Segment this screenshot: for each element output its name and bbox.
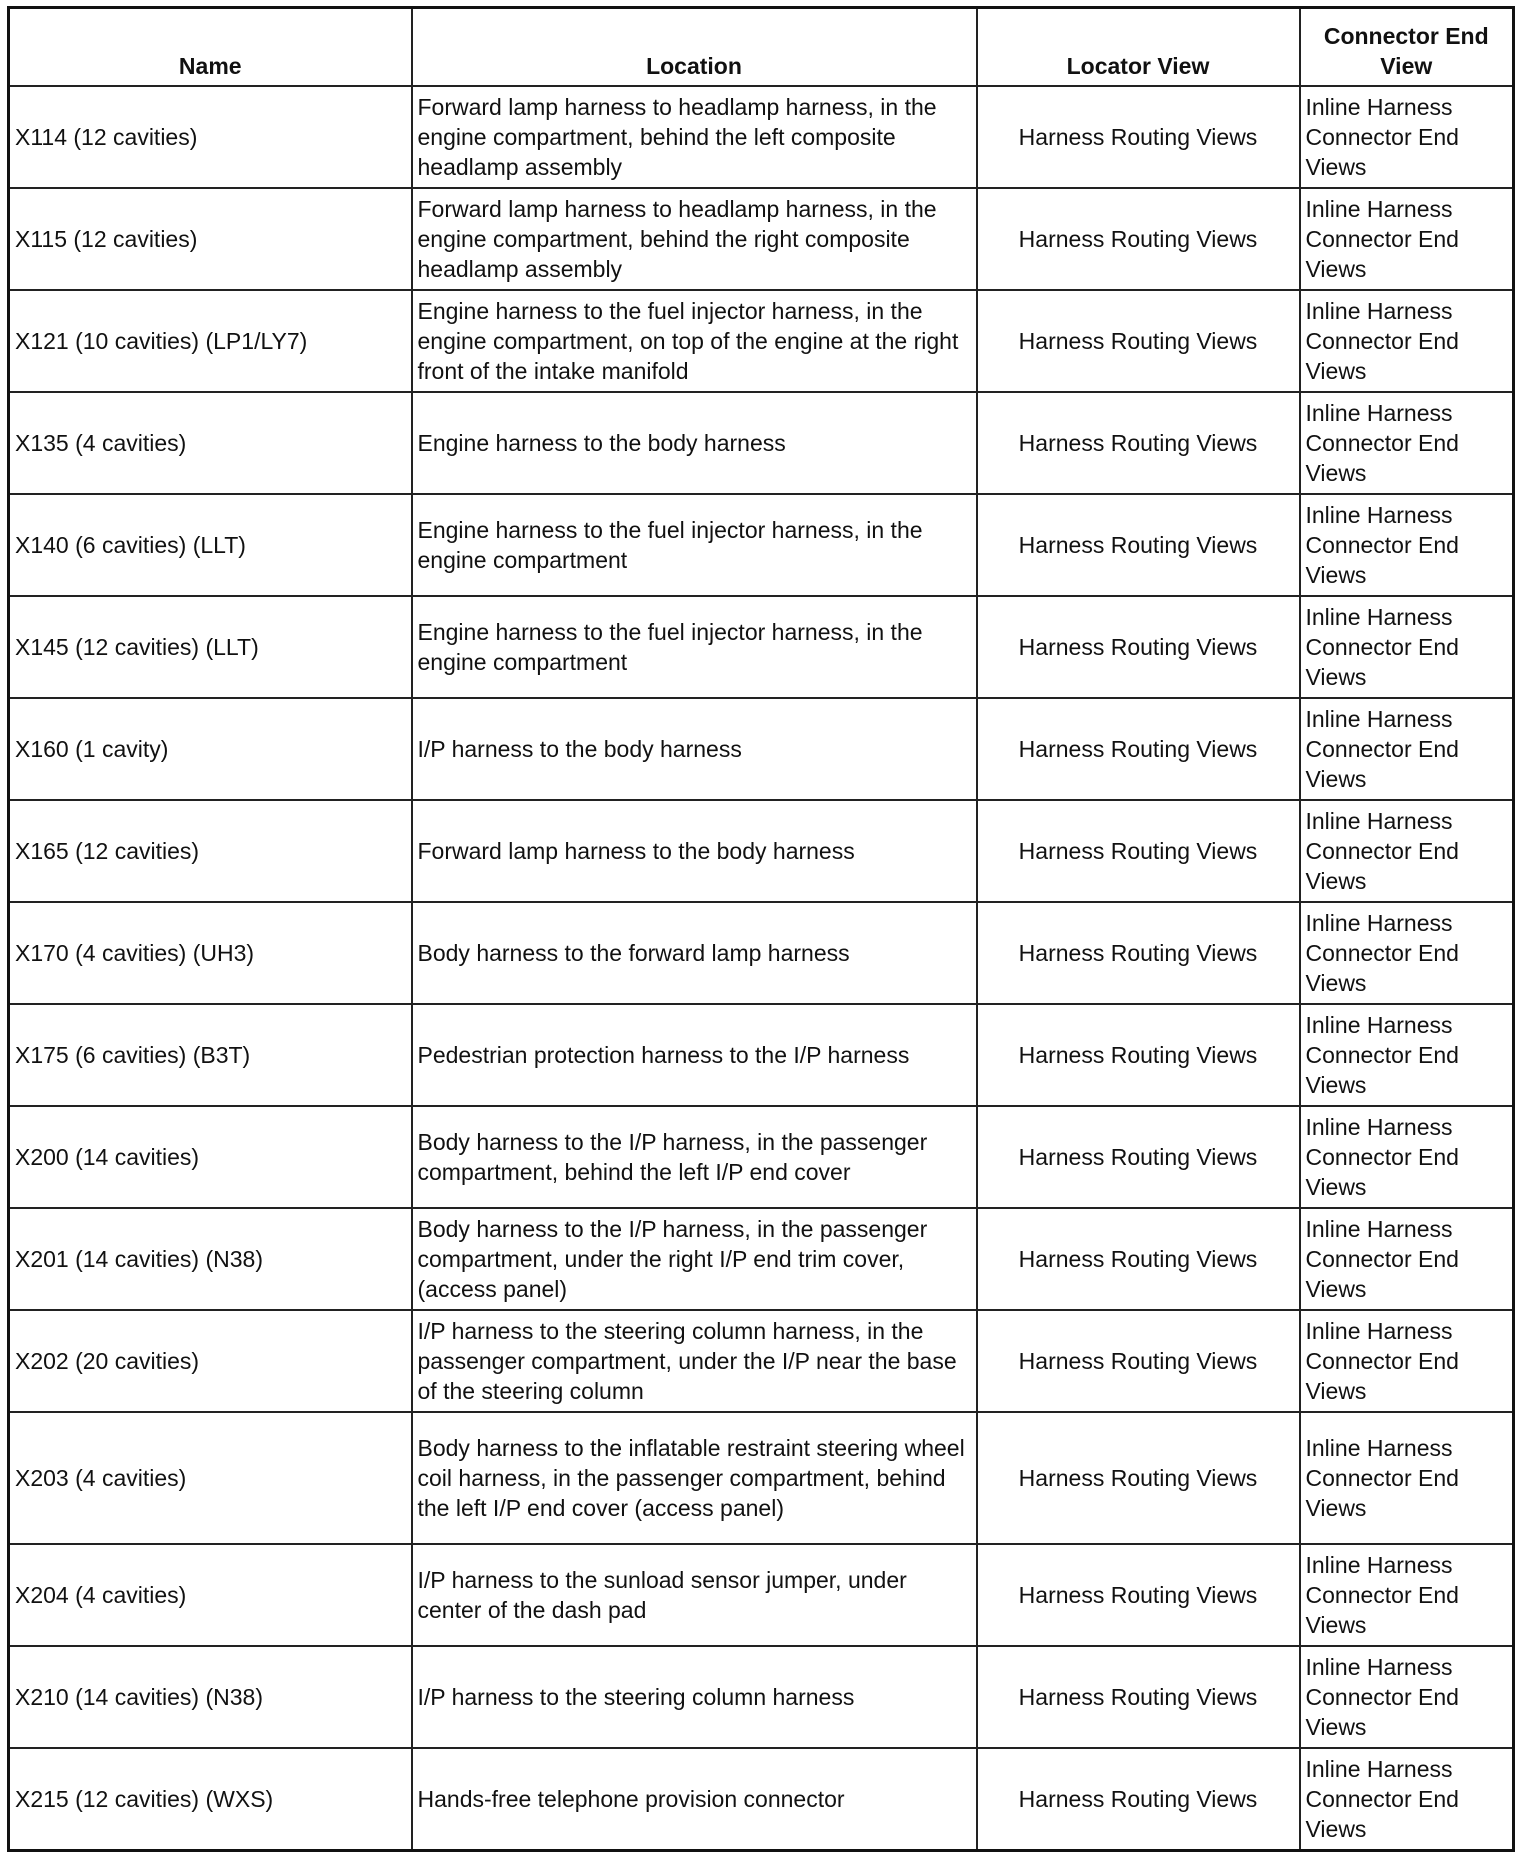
table-row xyxy=(9,1208,1514,1310)
connector-name: X114 (12 cavities) xyxy=(9,86,412,188)
connector-end-view: Inline Harness Connector End Views xyxy=(1300,1208,1514,1310)
connector-location: Pedestrian protection harness to the I/P harness xyxy=(412,1004,977,1106)
connector-end-view: Inline Harness Connector End Views xyxy=(1300,800,1514,902)
connector-end-view: Inline Harness Connector End Views xyxy=(1300,494,1514,596)
connector-location: Forward lamp harness to the body harness xyxy=(412,800,977,902)
locator-view: Harness Routing Views xyxy=(977,1646,1300,1748)
connector-table xyxy=(7,6,1515,1852)
locator-view: Harness Routing Views xyxy=(977,800,1300,902)
connector-name: X165 (12 cavities) xyxy=(9,800,412,902)
connector-end-view: Inline Harness Connector End Views xyxy=(1300,1310,1514,1412)
connector-end-view: Inline Harness Connector End Views xyxy=(1300,392,1514,494)
connector-name: X170 (4 cavities) (UH3) xyxy=(9,902,412,1004)
connector-end-view: Inline Harness Connector End Views xyxy=(1300,86,1514,188)
connector-location: Engine harness to the fuel injector harness, in the engine compartment xyxy=(412,494,977,596)
locator-view: Harness Routing Views xyxy=(977,1748,1300,1851)
connector-location: I/P harness to the sunload sensor jumper, under center of the dash pad xyxy=(412,1544,977,1646)
connector-end-view: Inline Harness Connector End Views xyxy=(1300,698,1514,800)
connector-location: Engine harness to the fuel injector harness, in the engine compartment xyxy=(412,596,977,698)
connector-name: X135 (4 cavities) xyxy=(9,392,412,494)
connector-name: X210 (14 cavities) (N38) xyxy=(9,1646,412,1748)
locator-view: Harness Routing Views xyxy=(977,86,1300,188)
connector-location: Body harness to the inflatable restraint steering wheel coil harness, in the passenger compartment, behind the left I/P end cover (access panel) xyxy=(412,1412,977,1544)
connector-name: X203 (4 cavities) xyxy=(9,1412,412,1544)
connector-location: I/P harness to the body harness xyxy=(412,698,977,800)
connector-end-view: Inline Harness Connector End Views xyxy=(1300,290,1514,392)
table-row xyxy=(9,698,1514,800)
header-row xyxy=(9,8,1514,87)
locator-view: Harness Routing Views xyxy=(977,1310,1300,1412)
connector-location: Body harness to the I/P harness, in the passenger compartment, behind the left I/P end cover xyxy=(412,1106,977,1208)
connector-name: X202 (20 cavities) xyxy=(9,1310,412,1412)
table-row xyxy=(9,86,1514,188)
table-row xyxy=(9,1646,1514,1748)
connector-location: I/P harness to the steering column harness, in the passenger compartment, under the I/P near the base of the steering column xyxy=(412,1310,977,1412)
connector-location: Engine harness to the fuel injector harness, in the engine compartment, on top of the engine at the right front of the intake manifold xyxy=(412,290,977,392)
connector-name: X145 (12 cavities) (LLT) xyxy=(9,596,412,698)
locator-view: Harness Routing Views xyxy=(977,392,1300,494)
connector-location: I/P harness to the steering column harness xyxy=(412,1646,977,1748)
connector-name: X175 (6 cavities) (B3T) xyxy=(9,1004,412,1106)
connector-end-view: Inline Harness Connector End Views xyxy=(1300,1544,1514,1646)
locator-view: Harness Routing Views xyxy=(977,1208,1300,1310)
header-name: Name xyxy=(9,8,412,87)
connector-end-view: Inline Harness Connector End Views xyxy=(1300,1646,1514,1748)
table-row xyxy=(9,1004,1514,1106)
locator-view: Harness Routing Views xyxy=(977,902,1300,1004)
locator-view: Harness Routing Views xyxy=(977,290,1300,392)
connector-end-view: Inline Harness Connector End Views xyxy=(1300,902,1514,1004)
table-row xyxy=(9,902,1514,1004)
connector-name: X200 (14 cavities) xyxy=(9,1106,412,1208)
connector-name: X201 (14 cavities) (N38) xyxy=(9,1208,412,1310)
table-row xyxy=(9,494,1514,596)
connector-name: X140 (6 cavities) (LLT) xyxy=(9,494,412,596)
connector-end-view: Inline Harness Connector End Views xyxy=(1300,1004,1514,1106)
locator-view: Harness Routing Views xyxy=(977,596,1300,698)
connector-name: X204 (4 cavities) xyxy=(9,1544,412,1646)
connector-name: X121 (10 cavities) (LP1/LY7) xyxy=(9,290,412,392)
locator-view: Harness Routing Views xyxy=(977,1544,1300,1646)
connector-location: Forward lamp harness to headlamp harness, in the engine compartment, behind the left composite headlamp assembly xyxy=(412,86,977,188)
locator-view: Harness Routing Views xyxy=(977,1106,1300,1208)
connector-name: X115 (12 cavities) xyxy=(9,188,412,290)
connector-end-view: Inline Harness Connector End Views xyxy=(1300,188,1514,290)
connector-table-container xyxy=(7,6,1515,1852)
table-row xyxy=(9,392,1514,494)
table-row xyxy=(9,188,1514,290)
table-row xyxy=(9,1310,1514,1412)
locator-view: Harness Routing Views xyxy=(977,698,1300,800)
header-connector-end-view: Connector End View xyxy=(1300,8,1514,87)
connector-location: Body harness to the forward lamp harness xyxy=(412,902,977,1004)
connector-location: Hands-free telephone provision connector xyxy=(412,1748,977,1851)
connector-end-view: Inline Harness Connector End Views xyxy=(1300,596,1514,698)
connector-end-view: Inline Harness Connector End Views xyxy=(1300,1748,1514,1851)
connector-location: Engine harness to the body harness xyxy=(412,392,977,494)
table-row xyxy=(9,1748,1514,1851)
connector-name: X215 (12 cavities) (WXS) xyxy=(9,1748,412,1851)
connector-location: Body harness to the I/P harness, in the passenger compartment, under the right I/P end trim cover, (access panel) xyxy=(412,1208,977,1310)
table-row xyxy=(9,596,1514,698)
connector-end-view: Inline Harness Connector End Views xyxy=(1300,1106,1514,1208)
locator-view: Harness Routing Views xyxy=(977,188,1300,290)
locator-view: Harness Routing Views xyxy=(977,494,1300,596)
header-locator-view: Locator View xyxy=(977,8,1300,87)
table-row xyxy=(9,800,1514,902)
header-location: Location xyxy=(412,8,977,87)
table-row xyxy=(9,1412,1514,1544)
table-row xyxy=(9,1106,1514,1208)
locator-view: Harness Routing Views xyxy=(977,1412,1300,1544)
locator-view: Harness Routing Views xyxy=(977,1004,1300,1106)
connector-location: Forward lamp harness to headlamp harness, in the engine compartment, behind the right composite headlamp assembly xyxy=(412,188,977,290)
table-row xyxy=(9,1544,1514,1646)
table-row xyxy=(9,290,1514,392)
connector-end-view: Inline Harness Connector End Views xyxy=(1300,1412,1514,1544)
connector-name: X160 (1 cavity) xyxy=(9,698,412,800)
